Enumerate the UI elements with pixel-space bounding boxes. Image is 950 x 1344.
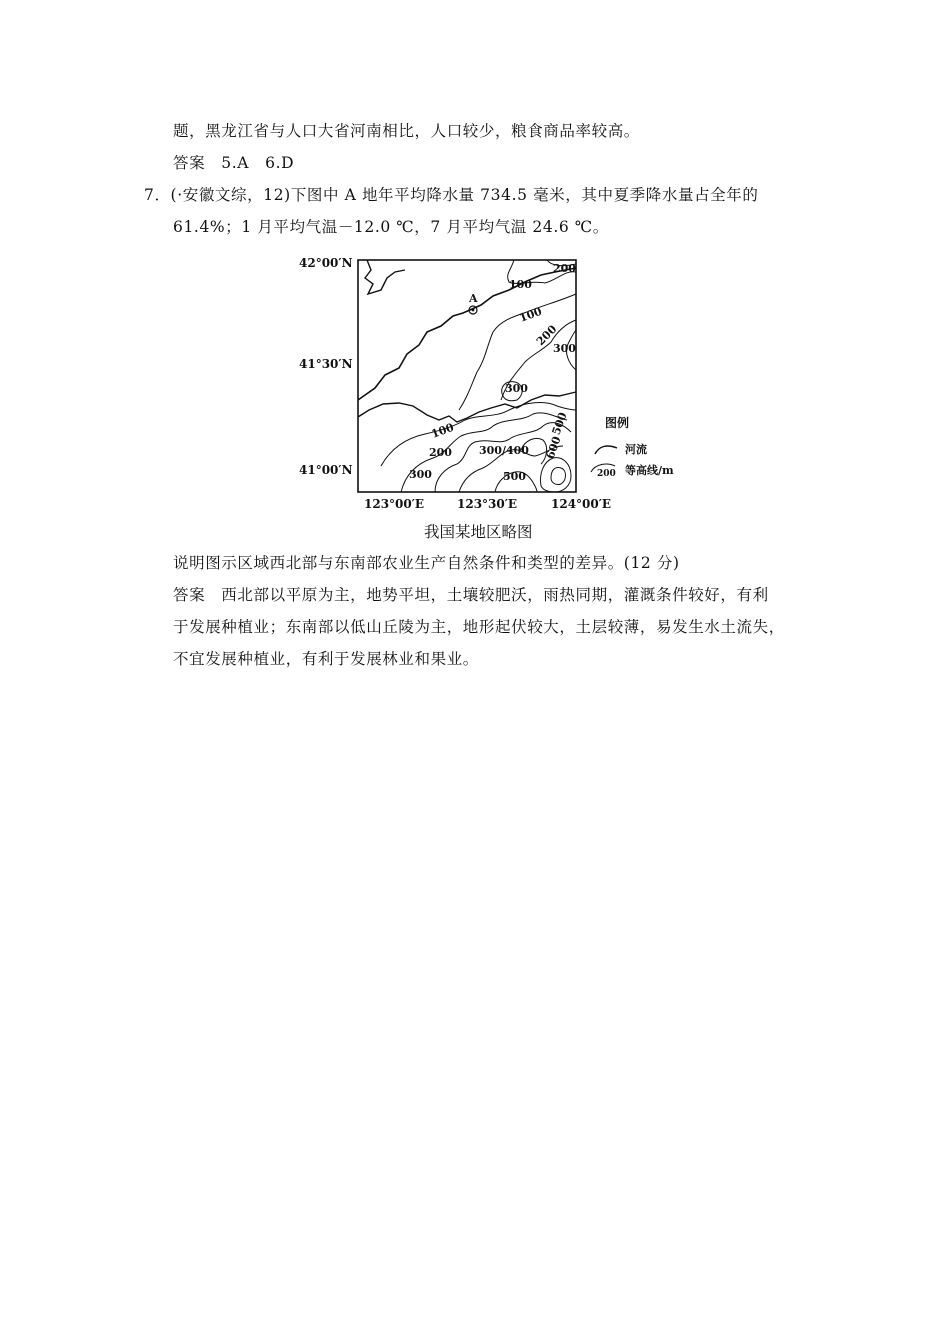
lat-label-41: 41°00′N: [299, 463, 353, 477]
answer-7-line-2: 于发展种植业；东南部以低山丘陵为主，地形起伏较大，土层较薄，易发生水土流失，: [173, 618, 785, 636]
lat-label-41-30: 41°30′N: [299, 357, 353, 371]
map-svg: [295, 250, 695, 512]
question-7-prompt: 说明图示区域西北部与东南部农业生产自然条件和类型的差异。(12 分): [173, 554, 680, 572]
contour-label-300-sw: 300: [409, 468, 432, 481]
legend-river-label: 河流: [625, 443, 647, 456]
contour-label-300-400: 300/400: [479, 444, 529, 457]
contour-600-peak: [551, 467, 566, 484]
point-a-label: A: [469, 292, 478, 305]
contour-label-200-ne: 200: [553, 262, 576, 275]
river-northwest: [365, 260, 405, 294]
river-south: [358, 392, 576, 422]
answer-7-line-3: 不宜发展种植业，有利于发展林业和果业。: [173, 650, 479, 668]
answer-line-5-6: 答案 5.A 6.D: [173, 154, 295, 172]
contour-label-100-s: 100: [429, 420, 456, 441]
lat-label-42: 42°00′N: [299, 256, 353, 270]
legend-river-icon: [595, 446, 617, 454]
lon-label-124: 124°00′E: [551, 497, 612, 511]
contour-label-300-e: 300: [553, 342, 576, 355]
contour-label-500-e: 500: [549, 410, 570, 437]
lon-label-123-30: 123°30′E: [457, 497, 518, 511]
question-7-line-2: 61.4%；1 月平均气温－12.0 ℃，7 月平均气温 24.6 ℃。: [173, 218, 609, 236]
contour-label-600: 600: [543, 434, 564, 461]
contour-500-east: [541, 458, 572, 492]
map-frame: [358, 260, 576, 492]
point-a-dot: [472, 309, 475, 312]
contour-label-200-mid: 200: [533, 322, 560, 349]
question-7-line-1: 7．(·安徽文综，12)下图中 A 地年平均降水量 734.5 毫米，其中夏季降水量占全年的: [144, 186, 759, 204]
contour-label-200-s: 200: [429, 446, 452, 459]
contour-label-100-n: 100: [509, 278, 532, 291]
lon-label-123: 123°00′E: [364, 497, 425, 511]
contour-map: [295, 250, 695, 512]
contour-label-500-s: 500: [503, 470, 526, 483]
legend-contour-value: 200: [597, 469, 616, 479]
contour-label-100-mid: 100: [517, 304, 544, 325]
text-line-1: 题，黑龙江省与人口大省河南相比，人口较少，粮食商品率较高。: [173, 122, 640, 140]
legend-contour-label: 等高线/m: [625, 464, 674, 477]
map-caption: 我国某地区略图: [424, 523, 533, 541]
legend-title: 图例: [605, 416, 630, 430]
contour-label-300-hill: 300: [505, 382, 528, 395]
answer-7-line-1: 答案 西北部以平原为主，地势平坦，土壤较肥沃，雨热同期，灌溉条件较好，有利: [173, 586, 769, 604]
